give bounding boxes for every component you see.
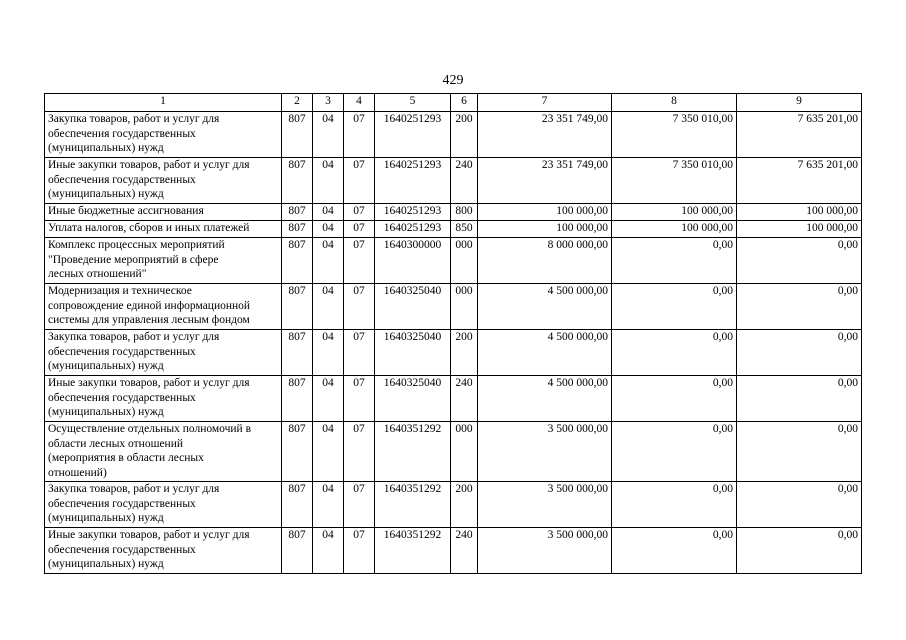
target-article-code-cell: 1640351292: [375, 528, 451, 574]
ministry-code-cell: 807: [282, 528, 313, 574]
subsection-code-cell: 07: [344, 528, 375, 574]
subsection-code-cell: 07: [344, 158, 375, 204]
section-code-cell: 04: [313, 238, 344, 284]
target-article-code-cell: 1640351292: [375, 422, 451, 482]
amount-col8-cell: 0,00: [612, 376, 737, 422]
ministry-code-cell: 807: [282, 221, 313, 238]
expense-type-code-cell: 240: [451, 158, 478, 204]
ministry-code-cell: 807: [282, 482, 313, 528]
expense-type-code-cell: 000: [451, 422, 478, 482]
amount-col9-cell: 0,00: [737, 528, 862, 574]
column-header: 4: [344, 94, 375, 112]
ministry-code-cell: 807: [282, 158, 313, 204]
row-name-line: Иные закупки товаров, работ и услуг для: [48, 529, 250, 541]
section-code-cell: 04: [313, 422, 344, 482]
row-name-line: отношений): [48, 466, 107, 479]
row-name-line: Уплата налогов, сборов и иных платежей: [48, 222, 250, 234]
expense-type-code-cell: 850: [451, 221, 478, 238]
section-code-cell: 04: [313, 204, 344, 221]
target-article-code-cell: 1640351292: [375, 482, 451, 528]
subsection-code-cell: 07: [344, 482, 375, 528]
amount-col8-cell: 7 350 010,00: [612, 158, 737, 204]
amount-col7-cell: 100 000,00: [478, 221, 612, 238]
amount-col8-cell: 0,00: [612, 422, 737, 482]
row-name-line: сопровождение единой информационной: [48, 299, 251, 312]
column-header: 7: [478, 94, 612, 112]
row-name-line: (муниципальных) нужд: [48, 512, 164, 525]
amount-col8-cell: 7 350 010,00: [612, 112, 737, 158]
ministry-code-cell: 807: [282, 284, 313, 330]
amount-col8-cell: 100 000,00: [612, 204, 737, 221]
amount-col8-cell: 0,00: [612, 330, 737, 376]
row-name-line: Модернизация и техническое: [48, 285, 192, 297]
row-name-line: системы для управления лесным фондом: [48, 314, 250, 327]
row-name-line: обеспечения государственных: [48, 543, 196, 556]
row-name-line: обеспечения государственных: [48, 173, 196, 186]
table-row: [45, 482, 862, 528]
expense-type-code-cell: 000: [451, 238, 478, 284]
amount-col7-cell: 4 500 000,00: [478, 284, 612, 330]
target-article-code-cell: 1640325040: [375, 284, 451, 330]
subsection-code-cell: 07: [344, 238, 375, 284]
column-header: 9: [737, 94, 862, 112]
ministry-code-cell: 807: [282, 238, 313, 284]
amount-col9-cell: 0,00: [737, 422, 862, 482]
expense-type-code-cell: 000: [451, 284, 478, 330]
page-number: 429: [442, 73, 464, 88]
amount-col9-cell: 0,00: [737, 376, 862, 422]
expense-type-code-cell: 200: [451, 112, 478, 158]
row-name-line: Комплекс процессных мероприятий: [48, 239, 225, 251]
row-name-cell: [45, 158, 282, 204]
table-body: [45, 112, 862, 574]
row-name-line: "Проведение мероприятий в сфере: [48, 253, 219, 266]
section-code-cell: 04: [313, 221, 344, 238]
amount-col7-cell: 3 500 000,00: [478, 528, 612, 574]
row-name-line: Осуществление отдельных полномочий в: [48, 423, 252, 435]
row-name-line: лесных отношений": [48, 268, 147, 281]
amount-col9-cell: 100 000,00: [737, 204, 862, 221]
target-article-code-cell: 1640251293: [375, 158, 451, 204]
row-name-line: области лесных отношений: [48, 437, 184, 450]
table-header-row: [45, 94, 862, 112]
amount-col9-cell: 0,00: [737, 482, 862, 528]
row-name-line: (муниципальных) нужд: [48, 360, 164, 373]
table-row: [45, 221, 862, 238]
subsection-code-cell: 07: [344, 330, 375, 376]
row-name-line: (муниципальных) нужд: [48, 406, 164, 419]
row-name-line: Закупка товаров, работ и услуг для: [48, 483, 220, 495]
table-row: [45, 238, 862, 284]
section-code-cell: 04: [313, 112, 344, 158]
row-name-line: (мероприятия в области лесных: [48, 452, 204, 465]
expense-type-code-cell: 240: [451, 376, 478, 422]
amount-col7-cell: 3 500 000,00: [478, 422, 612, 482]
row-name-line: (муниципальных) нужд: [48, 142, 164, 155]
amount-col7-cell: 8 000 000,00: [478, 238, 612, 284]
amount-col7-cell: 23 351 749,00: [478, 158, 612, 204]
subsection-code-cell: 07: [344, 221, 375, 238]
amount-col7-cell: 4 500 000,00: [478, 330, 612, 376]
section-code-cell: 04: [313, 330, 344, 376]
row-name-line: Закупка товаров, работ и услуг для: [48, 331, 220, 343]
section-code-cell: 04: [313, 376, 344, 422]
column-header: 8: [612, 94, 737, 112]
row-name-line: (муниципальных) нужд: [48, 188, 164, 201]
row-name-line: Иные закупки товаров, работ и услуг для: [48, 377, 250, 389]
ministry-code-cell: 807: [282, 422, 313, 482]
row-name-line: обеспечения государственных: [48, 345, 196, 358]
row-name-cell: [45, 238, 282, 284]
row-name-cell: [45, 112, 282, 158]
row-name-cell: [45, 528, 282, 574]
amount-col8-cell: 100 000,00: [612, 221, 737, 238]
row-name-cell: [45, 482, 282, 528]
section-code-cell: 04: [313, 528, 344, 574]
budget-table: [44, 93, 862, 574]
expense-type-code-cell: 240: [451, 528, 478, 574]
subsection-code-cell: 07: [344, 376, 375, 422]
column-header: 5: [375, 94, 451, 112]
row-name-cell: [45, 284, 282, 330]
column-header: 2: [282, 94, 313, 112]
row-name-cell: [45, 204, 282, 221]
amount-col7-cell: 3 500 000,00: [478, 482, 612, 528]
column-header: 1: [45, 94, 282, 112]
ministry-code-cell: 807: [282, 204, 313, 221]
ministry-code-cell: 807: [282, 112, 313, 158]
amount-col8-cell: 0,00: [612, 238, 737, 284]
column-header: 6: [451, 94, 478, 112]
table-row: [45, 330, 862, 376]
subsection-code-cell: 07: [344, 284, 375, 330]
table-row: [45, 422, 862, 482]
section-code-cell: 04: [313, 284, 344, 330]
amount-col7-cell: 4 500 000,00: [478, 376, 612, 422]
row-name-line: обеспечения государственных: [48, 127, 196, 140]
amount-col9-cell: 7 635 201,00: [737, 158, 862, 204]
table-row: [45, 284, 862, 330]
ministry-code-cell: 807: [282, 330, 313, 376]
row-name-cell: [45, 330, 282, 376]
amount-col8-cell: 0,00: [612, 528, 737, 574]
expense-type-code-cell: 200: [451, 482, 478, 528]
amount-col9-cell: 100 000,00: [737, 221, 862, 238]
row-name-line: Иные бюджетные ассигнования: [48, 205, 204, 217]
section-code-cell: 04: [313, 158, 344, 204]
row-name-line: (муниципальных) нужд: [48, 558, 164, 571]
amount-col8-cell: 0,00: [612, 482, 737, 528]
table-row: [45, 204, 862, 221]
table-row: [45, 112, 862, 158]
row-name-line: Иные закупки товаров, работ и услуг для: [48, 159, 250, 171]
ministry-code-cell: 807: [282, 376, 313, 422]
target-article-code-cell: 1640325040: [375, 376, 451, 422]
amount-col9-cell: 0,00: [737, 238, 862, 284]
target-article-code-cell: 1640325040: [375, 330, 451, 376]
amount-col7-cell: 23 351 749,00: [478, 112, 612, 158]
target-article-code-cell: 1640251293: [375, 221, 451, 238]
table-row: [45, 158, 862, 204]
row-name-cell: [45, 221, 282, 238]
table-row: [45, 376, 862, 422]
subsection-code-cell: 07: [344, 112, 375, 158]
subsection-code-cell: 07: [344, 204, 375, 221]
column-header: 3: [313, 94, 344, 112]
amount-col9-cell: 0,00: [737, 284, 862, 330]
row-name-line: Закупка товаров, работ и услуг для: [48, 113, 220, 125]
section-code-cell: 04: [313, 482, 344, 528]
expense-type-code-cell: 800: [451, 204, 478, 221]
amount-col7-cell: 100 000,00: [478, 204, 612, 221]
target-article-code-cell: 1640300000: [375, 238, 451, 284]
row-name-line: обеспечения государственных: [48, 497, 196, 510]
subsection-code-cell: 07: [344, 422, 375, 482]
table-row: [45, 528, 862, 574]
target-article-code-cell: 1640251293: [375, 112, 451, 158]
row-name-line: обеспечения государственных: [48, 391, 196, 404]
amount-col8-cell: 0,00: [612, 284, 737, 330]
row-name-cell: [45, 376, 282, 422]
expense-type-code-cell: 200: [451, 330, 478, 376]
target-article-code-cell: 1640251293: [375, 204, 451, 221]
amount-col9-cell: 7 635 201,00: [737, 112, 862, 158]
amount-col9-cell: 0,00: [737, 330, 862, 376]
row-name-cell: [45, 422, 282, 482]
